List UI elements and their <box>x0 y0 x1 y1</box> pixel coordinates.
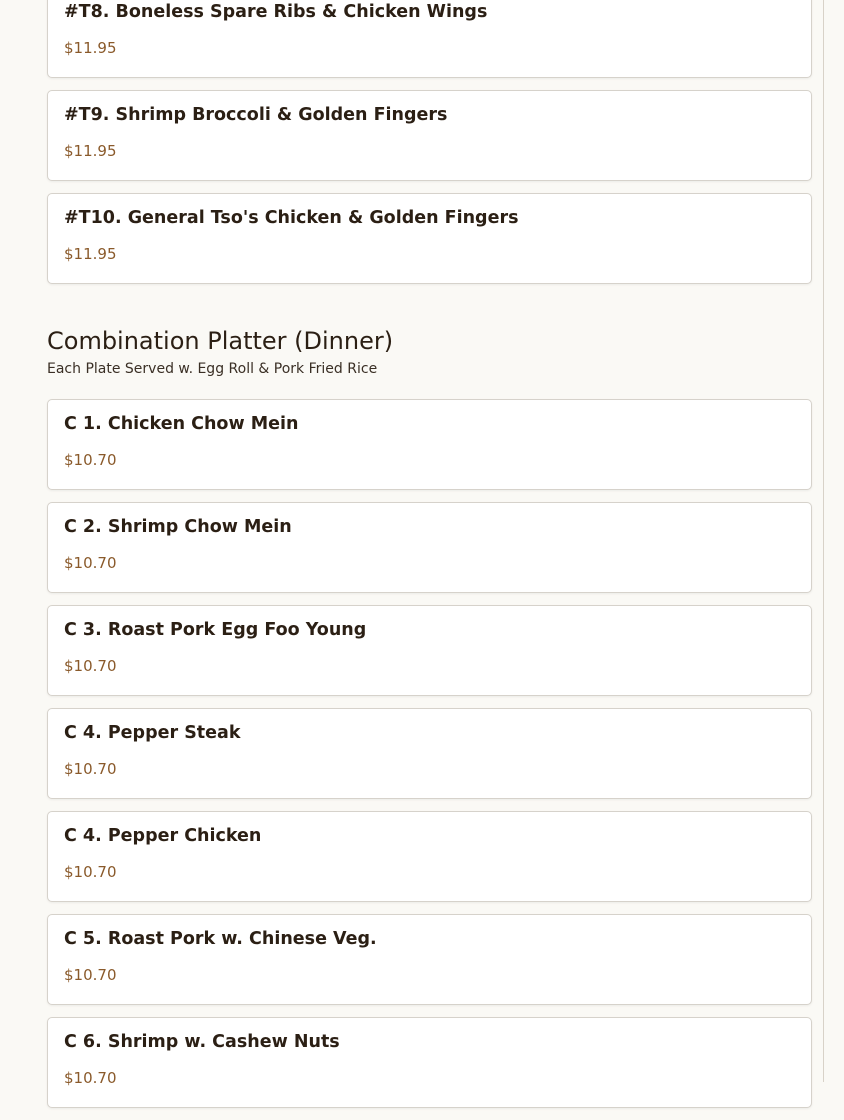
menu-item-price: $10.70 <box>64 657 117 675</box>
section-subtitle: Each Plate Served w. Egg Roll & Pork Fried Rice <box>47 361 378 377</box>
menu-item-card[interactable] <box>47 605 812 696</box>
menu-item-name: C 4. Pepper Chicken <box>64 826 262 846</box>
menu-content <box>47 0 812 1120</box>
menu-section-previous <box>47 0 812 284</box>
menu-item-price: $11.95 <box>64 39 117 57</box>
menu-item-card[interactable] <box>47 1017 812 1108</box>
menu-item-price: $10.70 <box>64 451 117 469</box>
menu-item-name: #T9. Shrimp Broccoli & Golden Fingers <box>64 105 448 125</box>
menu-item-name: C 4. Pepper Steak <box>64 723 241 743</box>
menu-item-card[interactable] <box>47 0 812 78</box>
menu-item-name: #T10. General Tso's Chicken & Golden Fingers <box>64 208 519 228</box>
menu-item-card[interactable] <box>47 502 812 593</box>
menu-item-price: $11.95 <box>64 245 117 263</box>
menu-item-name: C 6. Shrimp w. Cashew Nuts <box>64 1032 340 1052</box>
menu-item-name: C 5. Roast Pork w. Chinese Veg. <box>64 929 377 949</box>
menu-item-price: $10.70 <box>64 554 117 572</box>
menu-item-price: $10.70 <box>64 966 117 984</box>
menu-item-price: $10.70 <box>64 863 117 881</box>
menu-item-price: $10.70 <box>64 760 117 778</box>
menu-item-price: $10.70 <box>64 1069 117 1087</box>
menu-section-combination-platter <box>47 326 812 1108</box>
menu-item-card[interactable] <box>47 193 812 284</box>
menu-item-card[interactable] <box>47 90 812 181</box>
menu-item-name: #T8. Boneless Spare Ribs & Chicken Wings <box>64 2 488 22</box>
page-scrollbar[interactable] <box>823 0 824 1082</box>
menu-item-name: C 1. Chicken Chow Mein <box>64 414 299 434</box>
menu-item-name: C 3. Roast Pork Egg Foo Young <box>64 620 367 640</box>
menu-item-name: C 2. Shrimp Chow Mein <box>64 517 292 537</box>
menu-item-price: $11.95 <box>64 142 117 160</box>
menu-item-card[interactable] <box>47 708 812 799</box>
menu-item-card[interactable] <box>47 914 812 1005</box>
section-title: Combination Platter (Dinner) <box>47 327 394 355</box>
menu-item-card[interactable] <box>47 399 812 490</box>
menu-item-card[interactable] <box>47 811 812 902</box>
